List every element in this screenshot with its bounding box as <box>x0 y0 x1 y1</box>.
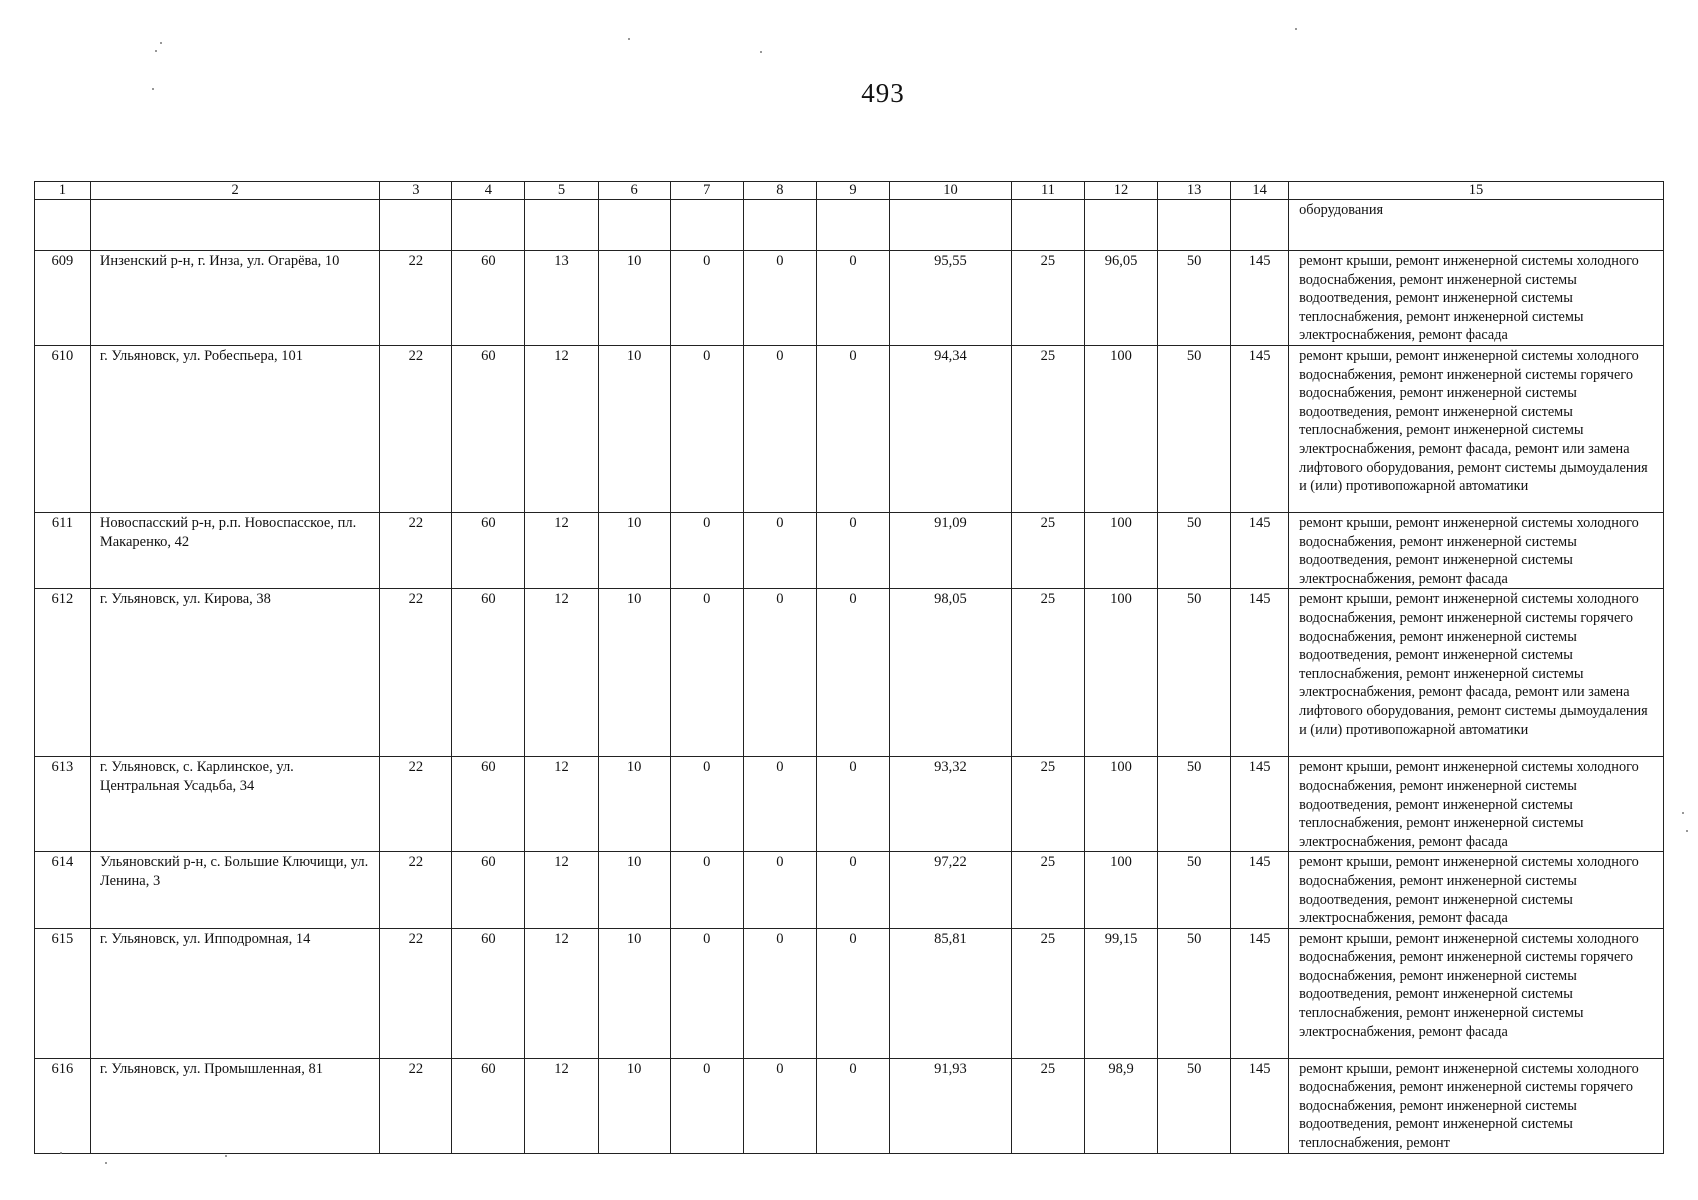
col-11-cell: 25 <box>1011 589 1084 757</box>
col-13-cell: 50 <box>1158 1058 1231 1153</box>
column-number-row <box>35 182 1664 200</box>
col-12-cell: 100 <box>1084 852 1157 928</box>
col-14-cell: 145 <box>1231 512 1289 588</box>
scan-speck <box>160 42 162 44</box>
scan-speck <box>155 50 157 52</box>
col-8-cell: 0 <box>743 589 816 757</box>
column-header: 6 <box>598 182 670 200</box>
row-number-cell: 614 <box>35 852 91 928</box>
col-12-cell: 100 <box>1084 512 1157 588</box>
row-number-cell: 611 <box>35 512 91 588</box>
column-header: 13 <box>1158 182 1231 200</box>
col-11-cell: 25 <box>1011 251 1084 346</box>
col-9-cell: 0 <box>816 589 889 757</box>
repair-table-container <box>34 181 1664 1154</box>
scan-speck <box>628 38 630 40</box>
column-header: 12 <box>1084 182 1157 200</box>
page-number: 493 <box>861 78 905 108</box>
scan-speck <box>1295 28 1297 30</box>
col-6-cell: 10 <box>598 852 670 928</box>
continuation-row <box>35 200 1664 251</box>
col-6-cell: 10 <box>598 757 670 852</box>
col-3-cell: 22 <box>380 512 452 588</box>
col-7-cell: 0 <box>670 928 743 1058</box>
table-row <box>35 512 1664 588</box>
col-11-cell: 25 <box>1011 345 1084 512</box>
table-row <box>35 251 1664 346</box>
table-row <box>35 1058 1664 1153</box>
col-10-cell: 98,05 <box>890 589 1012 757</box>
col-4-cell: 60 <box>452 512 525 588</box>
col-12-cell: 98,9 <box>1084 1058 1157 1153</box>
address-cell: Инзенский р-н, г. Инза, ул. Огарёва, 10 <box>90 251 379 346</box>
col-6-cell: 10 <box>598 512 670 588</box>
col-3-cell: 22 <box>380 589 452 757</box>
col-7-cell: 0 <box>670 345 743 512</box>
row-number-cell: 613 <box>35 757 91 852</box>
col-10-cell: 97,22 <box>890 852 1012 928</box>
column-header: 15 <box>1289 182 1664 200</box>
col-9-cell: 0 <box>816 928 889 1058</box>
address-cell: г. Ульяновск, ул. Кирова, 38 <box>90 589 379 757</box>
col-5-cell: 12 <box>525 345 598 512</box>
col-7-cell: 0 <box>670 512 743 588</box>
works-list-cell: ремонт крыши, ремонт инженерной системы холодного водоснабжения, ремонт инженерной системы водоотведения, ремонт инженерной системы теплоснабжения, ремонт инженерной системы электроснабжения, ремонт фасада <box>1289 251 1664 346</box>
col-9-cell: 0 <box>816 757 889 852</box>
row-number-cell: 610 <box>35 345 91 512</box>
col-8-cell: 0 <box>743 757 816 852</box>
scan-speck <box>1682 812 1684 814</box>
col-12-cell: 100 <box>1084 757 1157 852</box>
scan-speck <box>105 1162 107 1164</box>
table-row <box>35 757 1664 852</box>
col-8-cell: 0 <box>743 345 816 512</box>
col-6-cell: 10 <box>598 345 670 512</box>
col-6-cell: 10 <box>598 589 670 757</box>
col-5-cell: 12 <box>525 589 598 757</box>
row-number-cell: 616 <box>35 1058 91 1153</box>
col-8-cell: 0 <box>743 1058 816 1153</box>
col-6-cell: 10 <box>598 251 670 346</box>
col-13-cell: 50 <box>1158 589 1231 757</box>
table-body <box>35 251 1664 1154</box>
address-cell: г. Ульяновск, с. Карлинское, ул. Центральная Усадьба, 34 <box>90 757 379 852</box>
col-12-cell: 100 <box>1084 589 1157 757</box>
col-13-cell: 50 <box>1158 757 1231 852</box>
col-5-cell: 12 <box>525 757 598 852</box>
address-cell: Ульяновский р-н, с. Большие Ключищи, ул. Ленина, 3 <box>90 852 379 928</box>
col-7-cell: 0 <box>670 852 743 928</box>
col-11-cell: 25 <box>1011 1058 1084 1153</box>
col-8-cell: 0 <box>743 928 816 1058</box>
col-6-cell: 10 <box>598 1058 670 1153</box>
col-3-cell: 22 <box>380 852 452 928</box>
col-9-cell: 0 <box>816 1058 889 1153</box>
scan-speck <box>152 88 154 90</box>
works-list-cell: ремонт крыши, ремонт инженерной системы холодного водоснабжения, ремонт инженерной системы горячего водоснабжения, ремонт инженерной системы водоотведения, ремонт инженерной системы теплоснабжения, ремонт инженерной системы электроснабжения, ремонт фасада <box>1289 928 1664 1058</box>
col-4-cell: 60 <box>452 1058 525 1153</box>
scan-speck <box>1686 830 1688 832</box>
column-header: 11 <box>1011 182 1084 200</box>
col-5-cell: 12 <box>525 928 598 1058</box>
column-header: 8 <box>743 182 816 200</box>
works-list-cell: ремонт крыши, ремонт инженерной системы холодного водоснабжения, ремонт инженерной системы водоотведения, ремонт инженерной системы электроснабжения, ремонт фасада <box>1289 852 1664 928</box>
column-header: 1 <box>35 182 91 200</box>
address-cell: г. Ульяновск, ул. Робеспьера, 101 <box>90 345 379 512</box>
col-8-cell: 0 <box>743 512 816 588</box>
col-13-cell: 50 <box>1158 928 1231 1058</box>
column-header: 2 <box>90 182 379 200</box>
row-number-cell: 612 <box>35 589 91 757</box>
col-5-cell: 12 <box>525 512 598 588</box>
address-cell: г. Ульяновск, ул. Ипподромная, 14 <box>90 928 379 1058</box>
col-8-cell: 0 <box>743 251 816 346</box>
col-14-cell: 145 <box>1231 251 1289 346</box>
scan-speck <box>760 51 762 53</box>
col-13-cell: 50 <box>1158 852 1231 928</box>
row-number-cell: 615 <box>35 928 91 1058</box>
continuation-text: оборудования <box>1289 200 1664 251</box>
col-14-cell: 145 <box>1231 757 1289 852</box>
col-13-cell: 50 <box>1158 345 1231 512</box>
col-10-cell: 94,34 <box>890 345 1012 512</box>
col-9-cell: 0 <box>816 852 889 928</box>
works-list-cell: ремонт крыши, ремонт инженерной системы холодного водоснабжения, ремонт инженерной системы горячего водоснабжения, ремонт инженерной системы водоотведения, ремонт инженерной системы теплоснабжения, ремонт <box>1289 1058 1664 1153</box>
col-12-cell: 99,15 <box>1084 928 1157 1058</box>
col-4-cell: 60 <box>452 345 525 512</box>
works-list-cell: ремонт крыши, ремонт инженерной системы холодного водоснабжения, ремонт инженерной системы горячего водоснабжения, ремонт инженерной системы водоотведения, ремонт инженерной системы теплоснабжения, ремонт инженерной системы электроснабжения, ремонт фасада, ремонт или замена лифтового оборудования, ремонт системы дымоудаления и (или) противопожарной автоматики <box>1289 345 1664 512</box>
col-10-cell: 93,32 <box>890 757 1012 852</box>
col-14-cell: 145 <box>1231 928 1289 1058</box>
column-header: 10 <box>890 182 1012 200</box>
col-14-cell: 145 <box>1231 589 1289 757</box>
col-7-cell: 0 <box>670 251 743 346</box>
col-4-cell: 60 <box>452 852 525 928</box>
col-13-cell: 50 <box>1158 251 1231 346</box>
column-header: 7 <box>670 182 743 200</box>
col-10-cell: 95,55 <box>890 251 1012 346</box>
col-11-cell: 25 <box>1011 928 1084 1058</box>
col-9-cell: 0 <box>816 345 889 512</box>
col-10-cell: 91,93 <box>890 1058 1012 1153</box>
col-5-cell: 13 <box>525 251 598 346</box>
column-header: 14 <box>1231 182 1289 200</box>
col-10-cell: 85,81 <box>890 928 1012 1058</box>
col-14-cell: 145 <box>1231 852 1289 928</box>
address-cell: Новоспасский р-н, р.п. Новоспасское, пл. Макаренко, 42 <box>90 512 379 588</box>
col-11-cell: 25 <box>1011 757 1084 852</box>
repair-table <box>34 181 1664 1154</box>
works-list-cell: ремонт крыши, ремонт инженерной системы холодного водоснабжения, ремонт инженерной системы водоотведения, ремонт инженерной системы теплоснабжения, ремонт инженерной системы электроснабжения, ремонт фасада <box>1289 757 1664 852</box>
col-3-cell: 22 <box>380 757 452 852</box>
col-7-cell: 0 <box>670 1058 743 1153</box>
col-7-cell: 0 <box>670 757 743 852</box>
col-11-cell: 25 <box>1011 512 1084 588</box>
col-5-cell: 12 <box>525 852 598 928</box>
column-header: 3 <box>380 182 452 200</box>
col-8-cell: 0 <box>743 852 816 928</box>
col-4-cell: 60 <box>452 251 525 346</box>
column-header: 4 <box>452 182 525 200</box>
table-row <box>35 852 1664 928</box>
works-list-cell: ремонт крыши, ремонт инженерной системы холодного водоснабжения, ремонт инженерной системы горячего водоснабжения, ремонт инженерной системы водоотведения, ремонт инженерной системы теплоснабжения, ремонт инженерной системы электроснабжения, ремонт фасада, ремонт или замена лифтового оборудования, ремонт системы дымоудаления и (или) противопожарной автоматики <box>1289 589 1664 757</box>
col-6-cell: 10 <box>598 928 670 1058</box>
col-14-cell: 145 <box>1231 345 1289 512</box>
col-3-cell: 22 <box>380 1058 452 1153</box>
scan-speck <box>225 1155 227 1157</box>
col-4-cell: 60 <box>452 757 525 852</box>
column-header: 9 <box>816 182 889 200</box>
col-9-cell: 0 <box>816 512 889 588</box>
col-9-cell: 0 <box>816 251 889 346</box>
col-12-cell: 100 <box>1084 345 1157 512</box>
col-3-cell: 22 <box>380 928 452 1058</box>
col-4-cell: 60 <box>452 928 525 1058</box>
row-number-cell: 609 <box>35 251 91 346</box>
table-row <box>35 345 1664 512</box>
col-13-cell: 50 <box>1158 512 1231 588</box>
col-12-cell: 96,05 <box>1084 251 1157 346</box>
column-header: 5 <box>525 182 598 200</box>
col-11-cell: 25 <box>1011 852 1084 928</box>
table-row <box>35 589 1664 757</box>
scan-speck <box>60 1152 62 1154</box>
col-3-cell: 22 <box>380 251 452 346</box>
col-14-cell: 145 <box>1231 1058 1289 1153</box>
address-cell: г. Ульяновск, ул. Промышленная, 81 <box>90 1058 379 1153</box>
col-10-cell: 91,09 <box>890 512 1012 588</box>
table-row <box>35 928 1664 1058</box>
col-5-cell: 12 <box>525 1058 598 1153</box>
works-list-cell: ремонт крыши, ремонт инженерной системы холодного водоснабжения, ремонт инженерной системы водоотведения, ремонт инженерной системы электроснабжения, ремонт фасада <box>1289 512 1664 588</box>
col-4-cell: 60 <box>452 589 525 757</box>
col-3-cell: 22 <box>380 345 452 512</box>
col-7-cell: 0 <box>670 589 743 757</box>
